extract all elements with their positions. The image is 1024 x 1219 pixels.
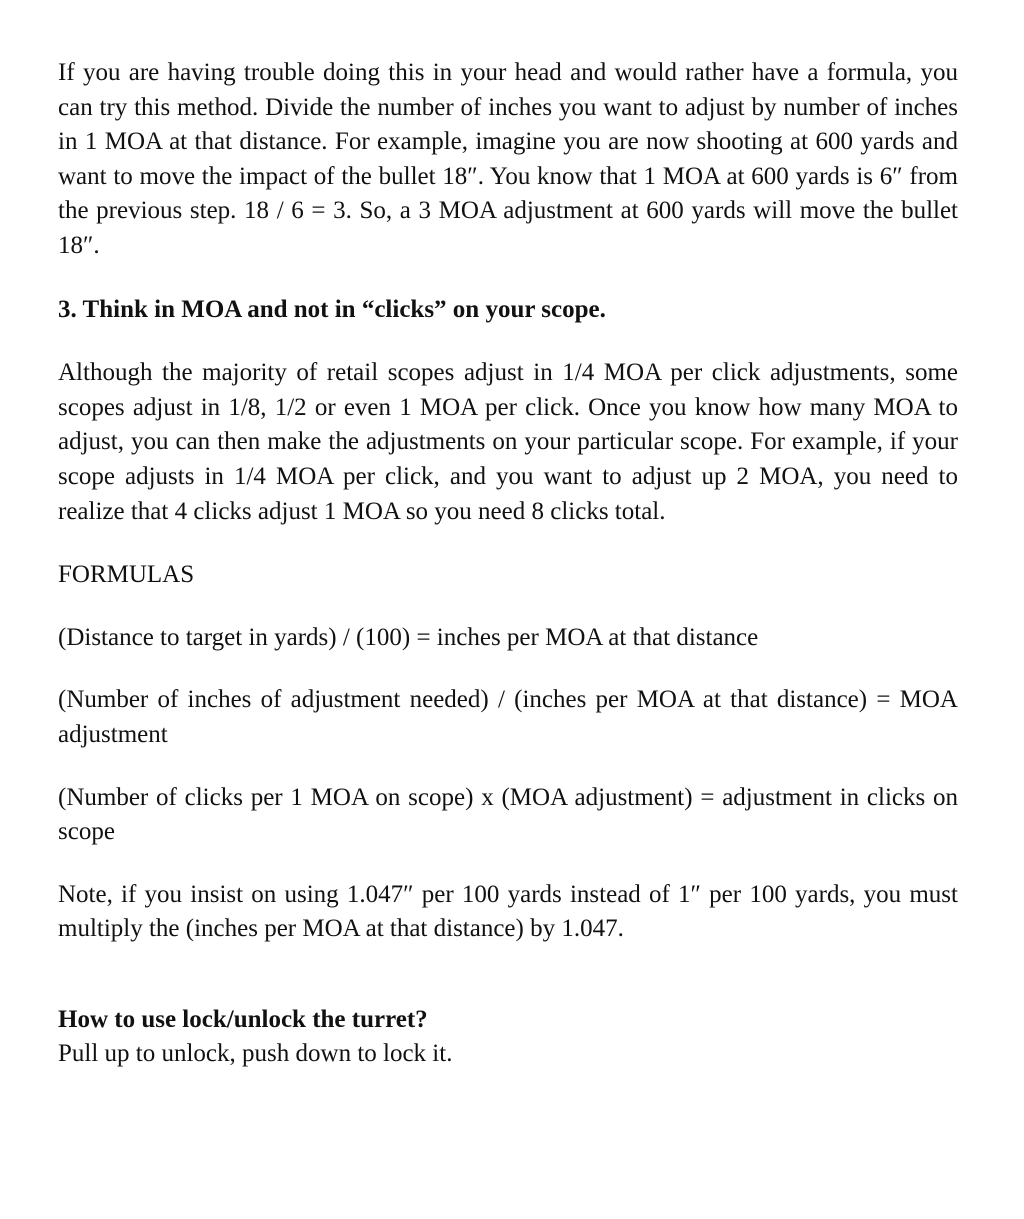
formula-clicks-adjustment: (Number of clicks per 1 MOA on scope) x (MOA adjustment) = adjustment in clicks on scope [58, 783, 958, 846]
formulas-note: Note, if you insist on using 1.047″ per 100 yards instead of 1″ per 100 yards, you must multiply the (inches per MOA at that distance) by 1.047. [58, 880, 958, 943]
formulas-title: FORMULAS [58, 561, 195, 589]
section-3-heading: 3. Think in MOA and not in “clicks” on your scope. [58, 295, 606, 323]
turret-question: How to use lock/unlock the turret? [58, 1005, 428, 1033]
intro-paragraph: If you are having trouble doing this in your head and would rather have a formula, you can try this method. Divide the number of inches you want to adjust by number of inches in 1 MOA at that distance. For example, imagine you are now shooting at 600 yards and want to move the impact of the bullet 18″. You know that 1 MOA at 600 yards is 6″ from the previous step. 18 / 6 = 3. So, a 3 MOA adjustment at 600 yards will move the bullet 18″. [58, 59, 958, 259]
formula-inches-per-moa: (Distance to target in yards) / (100) = inches per MOA at that distance [58, 623, 759, 651]
document-page [58, 56, 958, 1072]
section-3-paragraph: Although the majority of retail scopes adjust in 1/4 MOA per click adjustments, some scopes adjust in 1/8, 1/2 or even 1 MOA per click. Once you know how many MOA to adjust, you can then make the adjustments on your particular scope. For example, if your scope adjusts in 1/4 MOA per click, and you want to adjust up 2 MOA, you need to realize that 4 clicks adjust 1 MOA so you need 8 clicks total. [58, 359, 958, 525]
formula-moa-adjustment: (Number of inches of adjustment needed) / (inches per MOA at that distance) = MOA adjustment [58, 686, 958, 748]
turret-answer: Pull up to unlock, push down to lock it. [58, 1040, 453, 1068]
